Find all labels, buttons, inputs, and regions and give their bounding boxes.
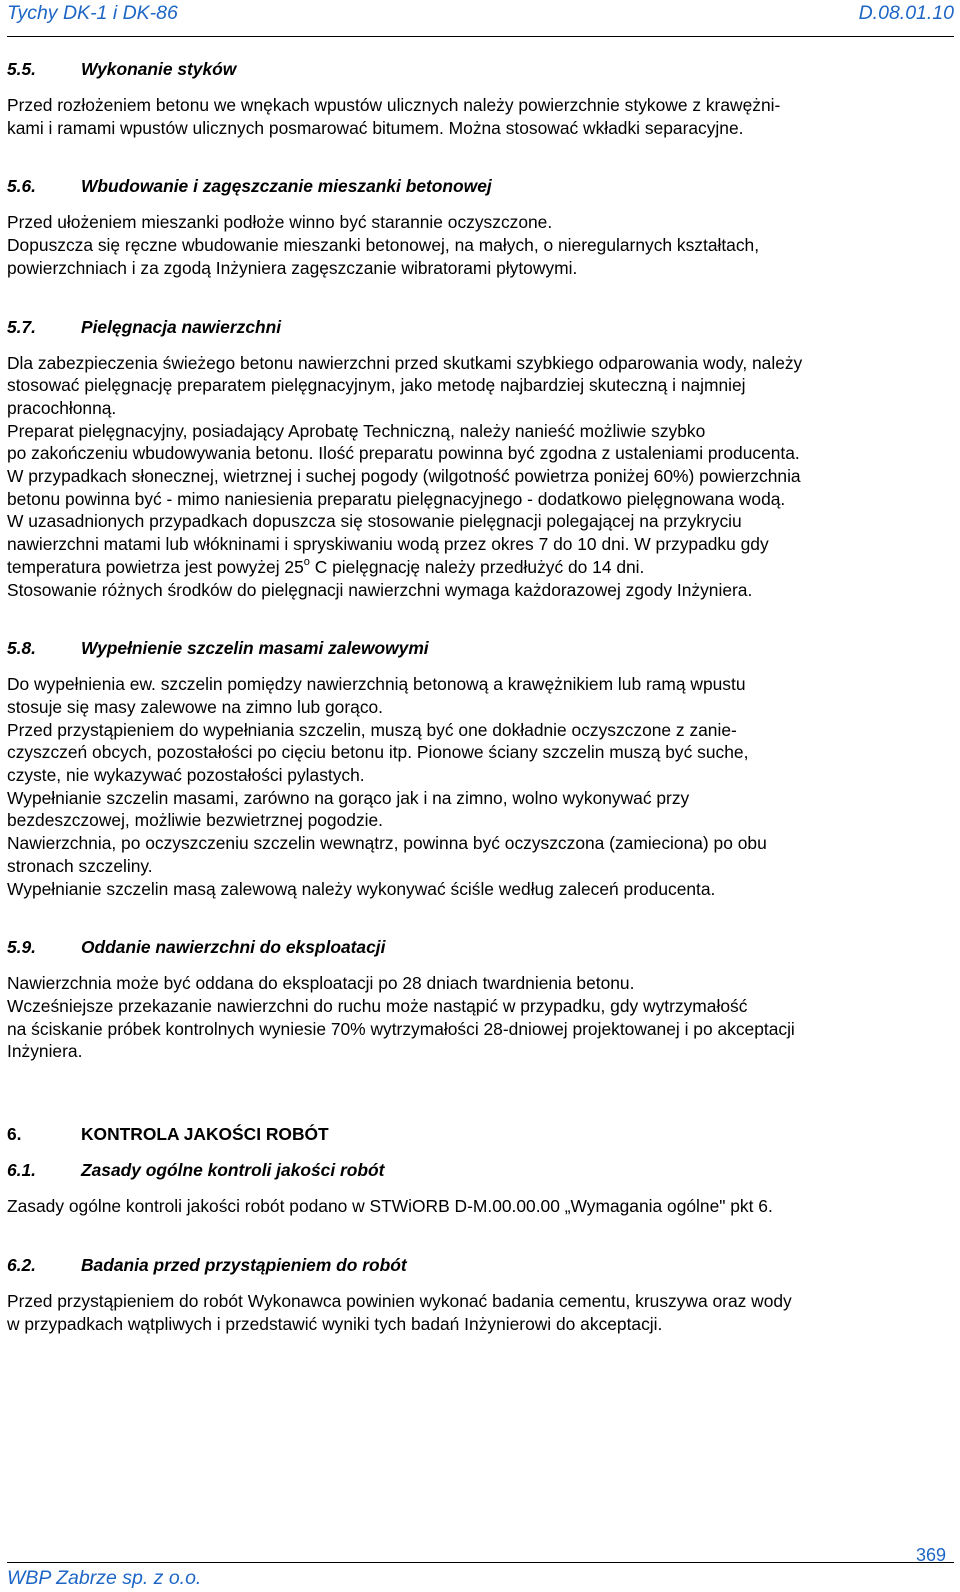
paragraph-line: Przed ułożeniem mieszanki podłoże winno być starannie oczyszczone. [7,212,553,233]
section-number: 5.6. [7,176,37,197]
section-title: Wypełnienie szczelin masami zalewowymi [81,638,429,659]
paragraph-line: W uzasadnionych przypadkach dopuszcza się stosowanie pielęgnacji polegającej na przykryciu [7,511,742,532]
paragraph-line-temperature [7,556,952,579]
section-number: 6.1. [7,1160,37,1181]
paragraph-line: stosuje się masy zalewowe na zimno lub gorąco. [7,696,384,717]
footer-company: WBP Zabrze sp. z o.o. [7,1567,202,1589]
section-number: 6. [7,1124,22,1145]
section-title: Wykonanie styków [81,59,237,79]
section-heading-5-9 [7,936,952,959]
paragraph-line: Przed przystąpieniem do wypełniania szczelin, muszą być one dokładnie oczyszczone z zanie- [7,719,737,740]
section-number: 6.2. [7,1254,37,1275]
section-heading-6 [7,1123,952,1146]
page-number: 369 [915,1545,946,1565]
section-heading-6-1 [7,1159,952,1182]
paragraph-line: Stosowanie różnych środków do pielęgnacji nawierzchni wymaga każdorazowej zgody Inżyniera. [7,579,753,600]
document-body [7,58,952,1335]
paragraph-line: Do wypełnienia ew. szczelin pomiędzy nawierzchnią betonową a krawężnikiem lub ramą wpustu [7,674,746,695]
header-spec-code: D.08.01.10 [858,2,954,24]
paragraph-line: Dopuszcza się ręczne wbudowanie mieszanki betonowej, na małych, o nieregularnych kształtach, [7,235,760,256]
section-title: KONTROLA JAKOŚCI ROBÓT [81,1124,329,1145]
paragraph-line: Dla zabezpieczenia świeżego betonu nawierzchni przed skutkami szybkiego odparowania wody, należy [7,352,803,373]
paragraph-line: Zasady ogólne kontroli jakości robót podano w STWiORB D-M.00.00.00 „Wymagania ogólne" pkt 6. [7,1196,773,1217]
section-title: Badania przed przystąpieniem do robót [81,1254,407,1275]
paragraph-line: Wypełnianie szczelin masami, zarówno na gorąco jak i na zimno, wolno wykonywać przy [7,787,690,808]
section-heading-6-2 [7,1254,952,1277]
paragraph-line: nawierzchni matami lub włókninami i spryskiwaniu wodą przez okres 7 do 10 dni. W przypadku gdy [7,534,769,555]
section-heading-5-5 [7,58,952,81]
paragraph-line: kami i ramami wpustów ulicznych posmarować bitumem. Można stosować wkładki separacyjne. [7,117,744,138]
section-heading-5-8 [7,637,952,660]
section-title: Zasady ogólne kontroli jakości robót [81,1160,385,1181]
paragraph-line: powierzchniach i za zgodą Inżyniera zagęszczanie wibratorami płytowymi. [7,257,578,278]
paragraph-line: Wypełnianie szczelin masą zalewową należy wykonywać ściśle według zaleceń producenta. [7,878,716,899]
paragraph-line: czyste, nie wykazywać pozostałości pylastych. [7,765,365,786]
paragraph-line: W przypadkach słonecznej, wietrznej i suchej pogody (wilgotność powietrza poniżej 60%) powierzchnia [7,466,801,487]
paragraph-line: Przed przystąpieniem do robót Wykonawca powinien wykonać badania cementu, kruszywa oraz wody [7,1290,792,1311]
paragraph-line: bezdeszczowej, możliwie bezwietrznej pogodzie. [7,810,384,831]
section-heading-5-6 [7,175,952,198]
section-heading-5-7 [7,316,952,339]
section-title: Oddanie nawierzchni do eksploatacji [81,937,386,958]
paragraph-line: czyszczeń obcych, pozostałości po cięciu betonu itp. Pionowe ściany szczelin muszą być suche, [7,742,749,763]
paragraph-line: po zakończeniu wbudowywania betonu. Ilość preparatu powinna być zgodna z ustaleniami producenta. [7,443,800,464]
header-document-title: Tychy DK-1 i DK-86 [7,2,178,24]
paragraph-line: betonu powinna być - mimo naniesienia preparatu pielęgnacyjnego - dodatkowo pielęgnowana wodą. [7,488,786,509]
paragraph-line: stronach szczeliny. [7,855,153,876]
section-number: 5.9. [7,937,37,958]
section-title: Pielęgnacja nawierzchni [81,316,282,337]
temperature-text-rest: C pielęgnację należy przedłużyć do 14 dni. [309,556,645,577]
paragraph-line: pracochłonną. [7,397,117,418]
paragraph-line: w przypadkach wątpliwych i przedstawić wyniki tych badań Inżynierowi do akceptacji. [7,1313,663,1334]
paragraph-line: na ściskanie próbek kontrolnych wyniesie 70% wytrzymałości 28-dniowej projektowanej i po akceptacji [7,1018,795,1039]
temperature-text: temperatura powietrza jest powyżej 25 [7,556,304,577]
paragraph-line: Nawierzchnia, po oczyszczeniu szczelin wewnątrz, powinna być oczyszczona (zamieciona) po obu [7,833,767,854]
paragraph-line: stosować pielęgnację preparatem pielęgnacyjnym, jako metodę najbardziej skuteczną i najmniej [7,375,746,396]
page-footer [7,1545,954,1592]
paragraph-line: Inżyniera. [7,1041,83,1062]
paragraph-line: Wcześniejsze przekazanie nawierzchni do ruchu może nastąpić w przypadku, gdy wytrzymałość [7,995,748,1016]
paragraph-line: Preparat pielęgnacyjny, posiadający Aprobatę Techniczną, należy nanieść możliwie szybko [7,420,706,441]
paragraph-line: Nawierzchnia może być oddana do eksploatacji po 28 dniach twardnienia betonu. [7,973,635,994]
degree-superscript: o [303,556,310,569]
paragraph-line: Przed rozłożeniem betonu we wnękach wpustów ulicznych należy powierzchnie stykowe z krawężni- [7,95,781,115]
section-title: Wbudowanie i zagęszczanie mieszanki betonowej [81,176,492,197]
section-number: 5.5. [7,59,37,79]
section-number: 5.7. [7,316,37,337]
section-number: 5.8. [7,638,37,659]
page-header [7,2,954,37]
